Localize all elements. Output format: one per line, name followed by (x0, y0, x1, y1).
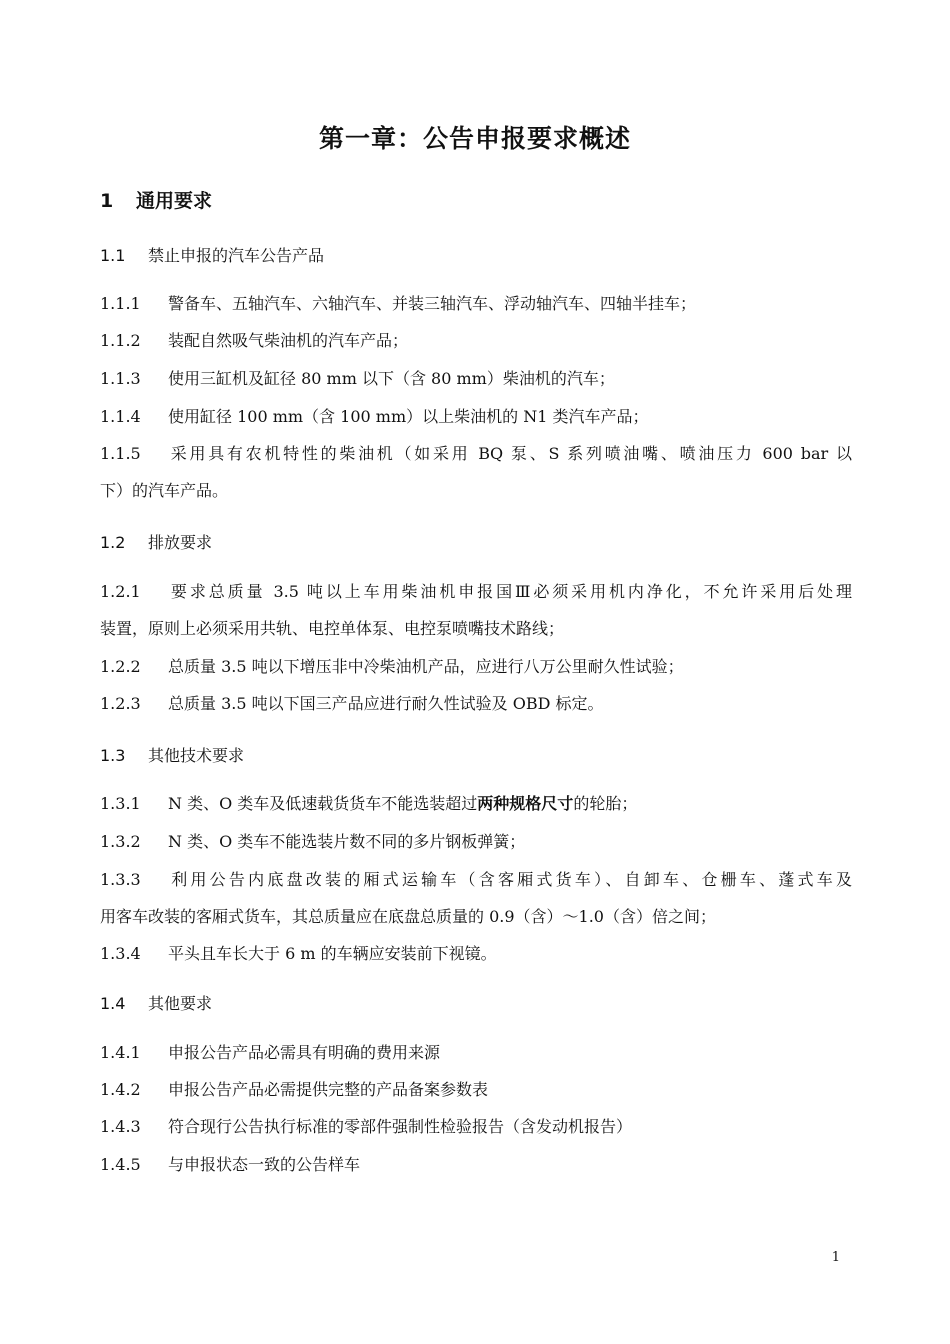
item-number: 1.1.2 (100, 331, 141, 350)
list-item (100, 285, 852, 322)
item-number: 1.3.3 (100, 870, 141, 889)
item-text: 警备车、五轴汽车、六轴汽车、并装三轴汽车、浮动轴汽车、四轴半挂车； (168, 294, 697, 313)
item-text: N 类、O 类车及低速载货货车不能选装超过 (168, 794, 478, 813)
list-item (100, 1034, 852, 1071)
subsection-number: 1.2 (100, 533, 126, 552)
list-item (100, 861, 852, 935)
subsection-number: 1.4 (100, 994, 126, 1013)
section-number: 1 (100, 190, 114, 212)
item-line (100, 573, 852, 610)
subsection-heading-emission-requirements (100, 530, 212, 553)
list-item (100, 785, 852, 822)
list-item (100, 360, 852, 397)
item-text: 总质量 3.5 吨以下增压非中冷柴油机产品，应进行八万公里耐久性试验； (168, 657, 684, 676)
subsection-number: 1.1 (100, 246, 126, 265)
item-number: 1.2.1 (100, 582, 141, 601)
item-number: 1.4.1 (100, 1043, 141, 1062)
item-number: 1.3.2 (100, 832, 141, 851)
list-item (100, 573, 852, 647)
item-text: 装配自然吸气柴油机的汽车产品； (168, 331, 409, 350)
item-text: 总质量 3.5 吨以下国三产品应进行耐久性试验及 OBD 标定。 (168, 694, 604, 713)
subsection-heading-other-requirements (100, 991, 212, 1014)
item-text: 申报公告产品必需提供完整的产品备案参数表 (168, 1080, 489, 1099)
item-text: 平头且车长大于 6 m 的车辆应安装前下视镜。 (168, 944, 497, 963)
list-item (100, 823, 852, 860)
item-text-emphasis: 两种规格尺寸 (477, 794, 574, 813)
subsection-number: 1.3 (100, 746, 126, 765)
item-text: 申报公告产品必需具有明确的费用来源 (168, 1043, 441, 1062)
item-number: 1.4.2 (100, 1080, 141, 1099)
item-number: 1.1.1 (100, 294, 141, 313)
subsection-heading-other-technical-requirements (100, 743, 244, 766)
item-number: 1.3.1 (100, 794, 141, 813)
item-text: N 类、O 类车不能选装片数不同的多片钢板弹簧； (168, 832, 526, 851)
item-text: 使用三缸机及缸径 80 mm 以下（含 80 mm）柴油机的汽车； (168, 369, 615, 388)
item-number: 1.1.4 (100, 407, 141, 426)
subsection-label: 其他技术要求 (148, 746, 245, 765)
item-text-continuation: 装置，原则上必须采用共轨、电控单体泵、电控泵喷嘴技术路线； (100, 619, 565, 638)
item-text: 利用公告内底盘改装的厢式运输车（含客厢式货车）、自卸车、仓栅车、蓬式车及 (168, 870, 852, 889)
list-item (100, 1146, 852, 1183)
subsection-label: 排放要求 (148, 533, 213, 552)
item-number: 1.2.2 (100, 657, 141, 676)
item-line (100, 861, 852, 898)
list-item (100, 935, 852, 972)
item-number: 1.4.5 (100, 1155, 141, 1174)
list-item (100, 685, 852, 722)
item-text: 使用缸径 100 mm（含 100 mm）以上柴油机的 N1 类汽车产品； (168, 407, 649, 426)
subsection-heading-prohibited-products (100, 243, 324, 266)
item-number: 1.1.3 (100, 369, 141, 388)
item-number: 1.4.3 (100, 1117, 141, 1136)
item-line (100, 435, 852, 472)
item-text: 要求总质量 3.5 吨以上车用柴油机申报国Ⅲ必须采用机内净化，不允许采用后处理 (168, 582, 852, 601)
list-item (100, 648, 852, 685)
item-number: 1.3.4 (100, 944, 141, 963)
item-number: 1.2.3 (100, 694, 141, 713)
page-number: 1 (831, 1250, 840, 1265)
chapter-title: 第一章：公告申报要求概述 (318, 124, 631, 153)
item-text: 的轮胎； (573, 794, 638, 813)
item-text: 与申报状态一致的公告样车 (168, 1155, 361, 1174)
subsection-label: 其他要求 (148, 994, 213, 1013)
list-item (100, 322, 852, 359)
list-item (100, 1071, 852, 1108)
item-text: 采用具有农机特性的柴油机（如采用 BQ 泵、S 系列喷油嘴、喷油压力 600 bar 以 (168, 444, 852, 463)
list-item (100, 1108, 852, 1145)
item-text: 符合现行公告执行标准的零部件强制性检验报告（含发动机报告） (168, 1117, 633, 1136)
section-heading-general-requirements (100, 186, 212, 213)
item-text-continuation: 下）的汽车产品。 (100, 481, 229, 500)
list-item (100, 435, 852, 509)
item-number: 1.1.5 (100, 444, 141, 463)
item-text-continuation: 用客车改装的客厢式货车，其总质量应在底盘总质量的 0.9（含）～1.0（含）倍之间； (100, 907, 716, 926)
list-item (100, 398, 852, 435)
section-label: 通用要求 (136, 190, 213, 212)
subsection-label: 禁止申报的汽车公告产品 (148, 246, 325, 265)
